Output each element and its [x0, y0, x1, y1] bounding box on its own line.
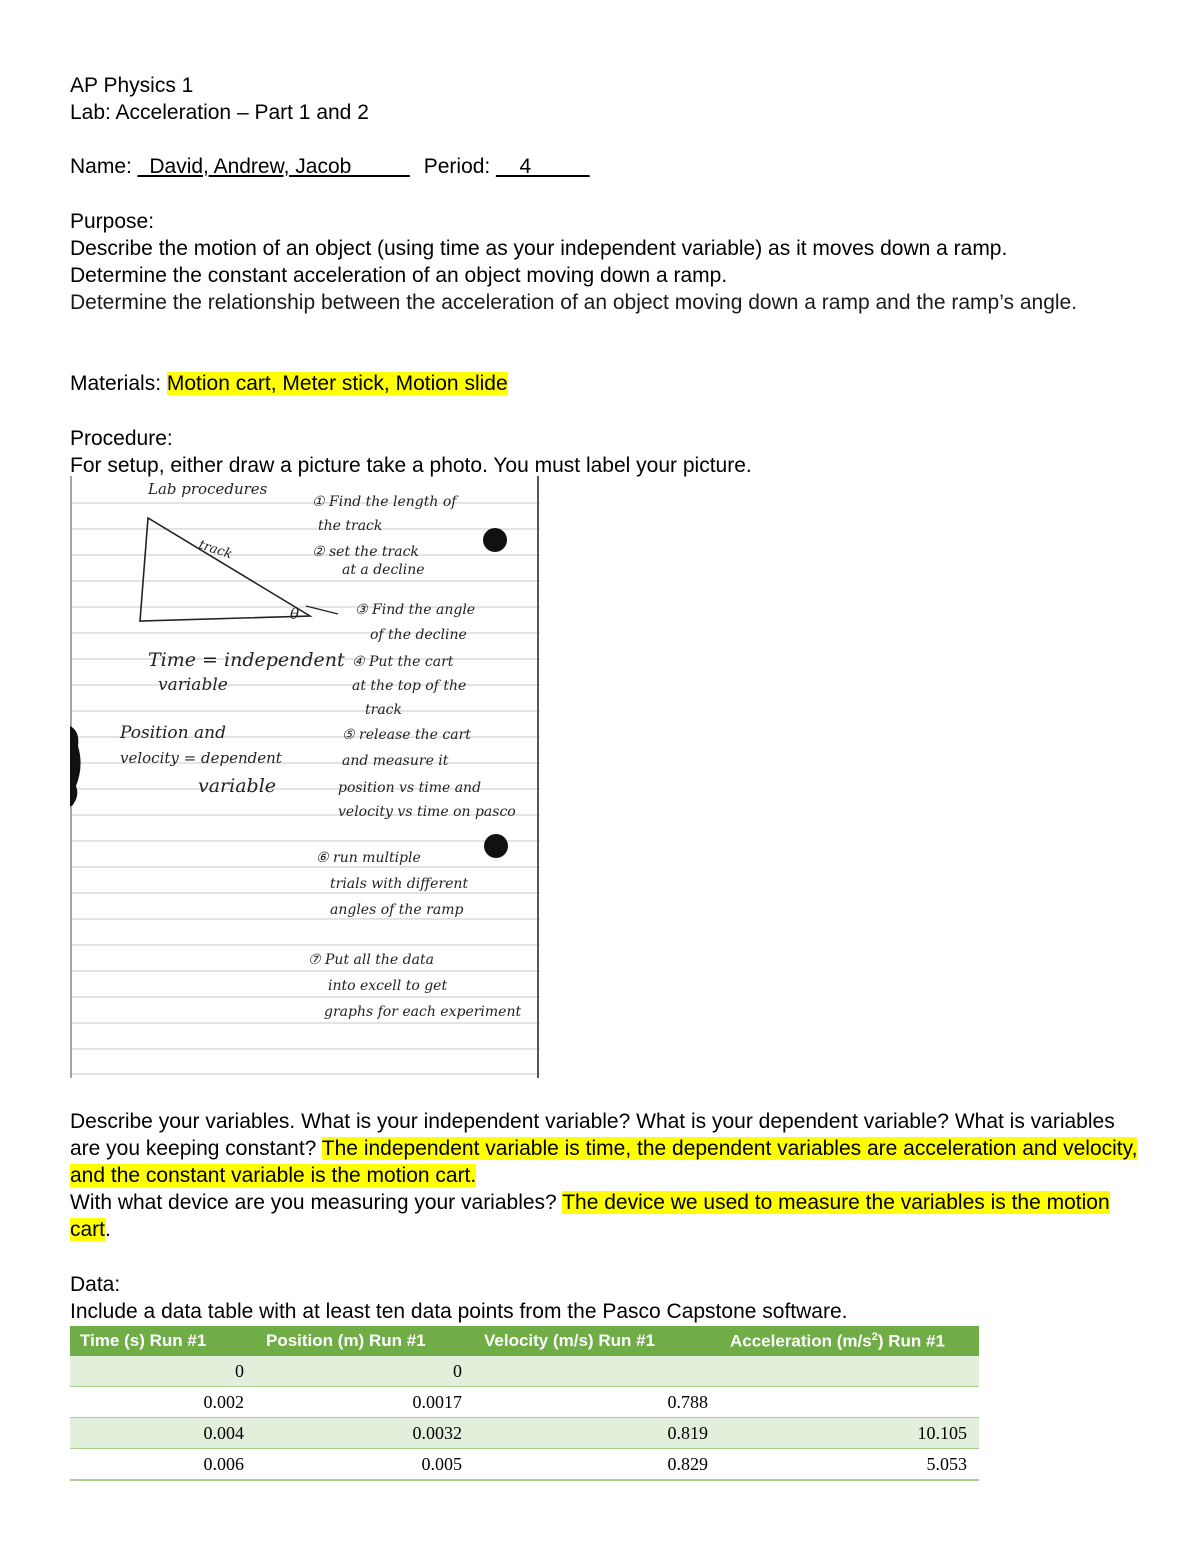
- cell-time: 0: [70, 1356, 256, 1387]
- dependent-label-3: variable: [198, 775, 277, 797]
- step-5-line-4: velocity vs time on pasco: [338, 804, 516, 820]
- cell-position: 0: [256, 1356, 474, 1387]
- header-time: Time (s) Run #1: [70, 1326, 256, 1356]
- dependent-label-2: velocity = dependent: [120, 749, 282, 767]
- step-7-line-2: into excell to get: [328, 978, 448, 994]
- step-3-line-1: ③ Find the angle: [355, 602, 476, 618]
- purpose-line-2: Determine the constant acceleration of an object moving down a ramp.: [70, 264, 728, 287]
- torn-edge-mark: [70, 726, 81, 806]
- cell-acceleration: [720, 1387, 979, 1418]
- step-1-line-2: the track: [318, 518, 383, 534]
- step-2-line-2: at a decline: [342, 562, 425, 578]
- step-5-line-1: ⑤ release the cart: [342, 727, 471, 743]
- binder-hole-1: [483, 528, 507, 552]
- cell-acceleration: 5.053: [720, 1449, 979, 1481]
- cell-acceleration: [720, 1356, 979, 1387]
- cell-time: 0.002: [70, 1387, 256, 1418]
- header-velocity: Velocity (m/s) Run #1: [474, 1326, 720, 1356]
- device-question: With what device are you measuring your variables?: [70, 1191, 563, 1214]
- device-answer[interactable]: The device we used to measure the variables is the motion cart: [70, 1191, 1110, 1241]
- binder-hole-2: [484, 834, 508, 858]
- dependent-label-1: Position and: [120, 723, 226, 743]
- step-2-line-1: ② set the track: [312, 544, 419, 560]
- period-label: Period:: [423, 155, 497, 178]
- step-6-line-2: trials with different: [330, 876, 469, 892]
- device-paragraph: [70, 1189, 1145, 1243]
- independent-label-1: Time = independent: [148, 649, 345, 671]
- table-row: [70, 1449, 979, 1481]
- step-4-line-1: ④ Put the cart: [352, 654, 454, 670]
- setup-sketch: [70, 476, 540, 1078]
- course-title: AP Physics 1: [70, 74, 194, 97]
- cell-position: 0.0017: [256, 1387, 474, 1418]
- ramp-triangle: [140, 518, 310, 621]
- step-7-line-3: graphs for each experiment: [324, 1004, 522, 1020]
- cell-velocity: 0.819: [474, 1418, 720, 1449]
- materials-label: Materials:: [70, 372, 167, 395]
- step-6-line-1: ⑥ run multiple: [316, 850, 421, 866]
- angle-label: θ: [290, 605, 300, 623]
- track-label: track: [196, 537, 235, 563]
- step-4-line-3: track: [365, 702, 402, 718]
- data-heading: Data:: [70, 1273, 121, 1296]
- data-table: [70, 1326, 979, 1481]
- cell-velocity: 0.829: [474, 1449, 720, 1481]
- step-5-line-2: and measure it: [342, 753, 449, 769]
- step-6-line-3: angles of the ramp: [330, 902, 464, 918]
- step-1-line-1: ① Find the length of: [312, 494, 457, 510]
- independent-label-2: variable: [158, 675, 228, 695]
- table-row: [70, 1387, 979, 1418]
- device-period: .: [105, 1218, 111, 1241]
- step-5-line-3: position vs time and: [338, 780, 482, 796]
- table-header-row: [70, 1326, 979, 1356]
- cell-position: 0.0032: [256, 1418, 474, 1449]
- materials-line: [70, 370, 508, 397]
- purpose-line-1: Describe the motion of an object (using time as your independent variable) as it moves down a ramp.: [70, 237, 1008, 260]
- header-acceleration: Acceleration $(m/s^2)$ Run #1: [720, 1326, 979, 1356]
- cell-acceleration: 10.105: [720, 1418, 979, 1449]
- table-row: [70, 1356, 979, 1387]
- cell-position: 0.005: [256, 1449, 474, 1481]
- step-7-line-1: ⑦ Put all the data: [308, 952, 434, 968]
- table-row: [70, 1418, 979, 1449]
- name-period-line: [70, 153, 590, 180]
- cell-time: 0.004: [70, 1418, 256, 1449]
- purpose-heading: Purpose:: [70, 210, 155, 233]
- cell-velocity: [474, 1356, 720, 1387]
- cell-velocity: 0.788: [474, 1387, 720, 1418]
- name-label: Name:: [70, 155, 138, 178]
- lab-title: Lab: Acceleration – Part 1 and 2: [70, 101, 369, 124]
- variables-answer[interactable]: The independent variable is time, the dependent variables are acceleration and velocity, and the constant variable is the motion cart.: [70, 1137, 1138, 1187]
- variables-question: Describe your variables. What is your independent variable? What is your dependent variable? What is variables are you keeping constant?: [70, 1110, 1115, 1160]
- materials-value[interactable]: Motion cart, Meter stick, Motion slide: [166, 372, 508, 395]
- sketch-title: Lab procedures: [148, 480, 268, 498]
- name-value[interactable]: _David, Andrew, Jacob_____: [137, 155, 410, 178]
- cell-time: 0.006: [70, 1449, 256, 1481]
- procedure-heading: Procedure:: [70, 427, 173, 450]
- data-instruction: Include a data table with at least ten data points from the Pasco Capstone software.: [70, 1300, 848, 1323]
- purpose-line-3: Determine the relationship between the acceleration of an object moving down a ramp and the ramp’s angle.: [70, 291, 1078, 314]
- variables-paragraph: [70, 1108, 1145, 1189]
- step-3-line-2: of the decline: [370, 627, 467, 643]
- procedure-instruction: For setup, either draw a picture take a photo. You must label your picture.: [70, 454, 752, 477]
- step-4-line-2: at the top of the: [352, 678, 467, 694]
- period-value[interactable]: __4_____: [496, 155, 590, 178]
- header-position: Position (m) Run #1: [256, 1326, 474, 1356]
